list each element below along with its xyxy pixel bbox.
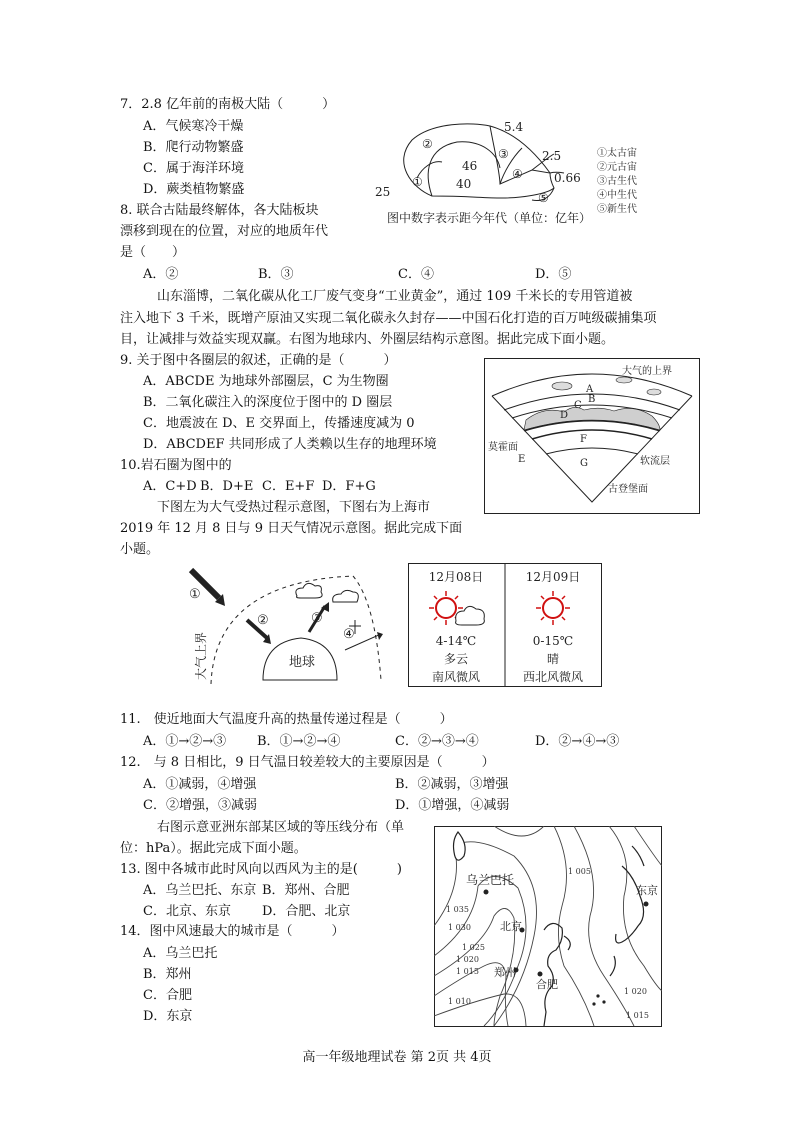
q13-option-b: B．郑州、合肥 [262, 883, 350, 898]
q14-stem: 14．图中风速最大的城市是（ ） [120, 924, 345, 939]
q14-option-a: A．乌兰巴托 [143, 946, 218, 961]
day2-date: 12月09日 [525, 570, 581, 584]
legend-3: ③古生代 [597, 176, 637, 187]
q7-option-d: D．蕨类植物繁盛 [143, 182, 245, 197]
page-footer: 高一年级地理试卷 第 2页 共 4页 [302, 1050, 492, 1065]
q14-option-c: C．合肥 [143, 988, 192, 1003]
q7-stem: 7．2.8 亿年前的南极大陆（ ） [120, 97, 336, 112]
age-2-5: 2.5 [542, 149, 562, 163]
circle-5: ⑤ [538, 191, 549, 205]
gutenberg-label: 古登堡面 [608, 484, 648, 495]
day2-wind: 西北风微风 [522, 670, 584, 684]
q9-option-d: D．ABCDEF 共同形成了人类赖以生存的地理环境 [143, 437, 437, 452]
day2-temp: 0-15℃ [532, 634, 574, 648]
q8-option-c: C．④ [398, 267, 434, 282]
q12-option-b: B．②减弱，③增强 [395, 777, 509, 792]
q13-option-d: D．合肥、北京 [262, 904, 351, 919]
layer-a: A [586, 384, 594, 395]
process-1: ① [189, 587, 201, 602]
q13-stem: 13. 图中各城市此时风向以西风为主的是( ) [120, 862, 402, 877]
q13-option-a: A．乌兰巴托、东京 [143, 883, 257, 898]
q8-option-b: B．③ [258, 267, 294, 282]
age-46: 46 [462, 159, 478, 173]
passage1-line3: 目，让减排与效益实现双赢。右图为地球内、外圈层结构示意图。据此完成下面小题。 [120, 332, 615, 347]
passage2-line2: 2019 年 12 月 8 日与 9 日天气情况示意图。据此完成下面 [120, 521, 463, 536]
age-25: 25 [375, 185, 391, 199]
q14-option-b: B．郑州 [143, 967, 192, 982]
q9-option-c: C．地震波在 D、E 交界面上，传播速度减为 0 [143, 416, 415, 431]
shanghai-weather-figure [408, 563, 602, 687]
q8-stem-3: 是（ ） [120, 245, 186, 260]
layer-g: G [580, 458, 588, 469]
day2-condition: 晴 [546, 652, 560, 666]
atmosphere-boundary-label: 大气上界 [194, 631, 208, 680]
legend-1: ①太古宙 [597, 148, 637, 159]
layer-c: C [574, 400, 582, 411]
layer-d: D [560, 410, 569, 421]
q9-option-b: B．二氧化碳注入的深度位于图中的 D 圈层 [143, 395, 393, 410]
q11-option-c: C．②→③→④ [395, 734, 479, 749]
process-2: ② [257, 613, 269, 628]
circle-2: ② [422, 137, 433, 151]
process-3: ③ [311, 611, 323, 626]
isobar-1020-east: 1 020 [624, 987, 647, 996]
q12-option-a: A．①减弱，④增强 [143, 777, 257, 792]
isobar-1010: 1 010 [448, 997, 471, 1006]
legend-2: ②元古宙 [597, 162, 637, 173]
city-beijing: 北京 [500, 920, 522, 933]
q10-stem: 10.岩石圈为图中的 [120, 458, 232, 473]
passage3-line2: 位：hPa）。据此完成下面小题。 [120, 841, 307, 856]
q9-option-a: A．ABCDE 为地球外部圈层，C 为生物圈 [143, 374, 389, 389]
q8-stem-1: 8. 联合古陆最终解体，各大陆板块 [120, 203, 319, 218]
circle-1: ① [412, 175, 423, 189]
age-0-66: 0.66 [554, 171, 581, 185]
q7-option-a: A．气候寒冷干燥 [143, 119, 244, 134]
day1-temp: 4-14℃ [435, 634, 477, 648]
moho-label: 莫霍面 [488, 442, 518, 453]
q11-option-a: A．①→②→③ [143, 734, 227, 749]
q8-stem-2: 漂移到现在的位置，对应的地质年代 [120, 224, 329, 239]
day1-date: 12月08日 [428, 570, 484, 584]
q11-option-b: B．①→②→④ [257, 734, 341, 749]
layer-f: F [580, 434, 587, 445]
city-tokyo: 东京 [636, 884, 658, 897]
q14-option-d: D．东京 [143, 1009, 193, 1024]
passage1-line2: 注入地下 3 千米，既增产原油又实现二氧化碳永久封存——中国石化打造的百万吨级碳捕集项 [120, 311, 657, 326]
age-40: 40 [456, 177, 472, 191]
isobar-1005: 1 005 [568, 867, 591, 876]
isobar-1020: 1 020 [456, 955, 479, 964]
figure-caption: 图中数字表示距今年代（单位：亿年） [387, 211, 592, 225]
q10-option-a: A．C+D [143, 479, 197, 494]
legend-4: ④中生代 [597, 190, 637, 201]
ulaanbaatar-dot [484, 890, 489, 895]
q8-option-a: A．② [143, 267, 179, 282]
isobar-1035: 1 035 [446, 905, 469, 914]
passage2-line3: 小题。 [120, 542, 160, 557]
q11-option-d: D．②→④→③ [535, 734, 620, 749]
q10-option-b: B．D+E [200, 479, 254, 494]
isobar-1015: 1 015 [456, 967, 479, 976]
q8-option-d: D．⑤ [535, 267, 572, 282]
q13-option-c: C．北京、东京 [143, 904, 231, 919]
q10-option-c: C．E+F [262, 479, 315, 494]
q7-option-b: B．爬行动物繁盛 [143, 140, 244, 155]
q12-option-d: D．①增强，④减弱 [395, 798, 510, 813]
isobar-map-figure [434, 826, 662, 1027]
geologic-time-spiral-figure [372, 118, 682, 230]
circle-4: ④ [512, 167, 523, 181]
tokyo-dot [644, 902, 649, 907]
day1-wind: 南风微风 [431, 670, 481, 684]
passage1-line1: 山东淄博，二氧化碳从化工厂废气变身“工业黄金”，通过 109 千米长的专用管道被 [157, 289, 633, 304]
passage2-line1: 下图左为大气受热过程示意图，下图右为上海市 [157, 500, 431, 515]
q7-option-c: C．属于海洋环境 [143, 161, 244, 176]
passage3-line1: 右图示意亚洲东部某区域的等压线分布（单 [157, 820, 405, 835]
city-zhengzhou: 郑州 [494, 966, 516, 979]
q10-option-d: D．F+G [322, 479, 376, 494]
q12-option-c: C．②增强，③减弱 [143, 798, 257, 813]
atmosphere-heating-figure [185, 562, 385, 690]
isobar-1030: 1 030 [448, 923, 471, 932]
hefei-dot [538, 972, 543, 977]
q11-stem: 11. 使近地面大气温度升高的热量传递过程是（ ） [120, 712, 453, 727]
process-4: ④ [343, 627, 355, 642]
isobar-1015-east: 1 015 [626, 1011, 649, 1020]
day1-condition: 多云 [443, 652, 469, 666]
isobar-1025: 1 025 [462, 943, 485, 952]
q9-stem: 9. 关于图中各圈层的叙述，正确的是（ ） [120, 353, 397, 368]
earth-spheres-figure [484, 358, 700, 514]
q12-stem: 12. 与 8 日相比，9 日气温日较差较大的主要原因是（ ） [120, 755, 495, 770]
city-hefei: 合肥 [536, 978, 558, 991]
legend-5: ⑤新生代 [597, 204, 637, 215]
city-ulaanbaatar: 乌兰巴托 [466, 873, 515, 887]
atmosphere-top-label: 大气的上界 [622, 366, 672, 377]
layer-b: B [588, 394, 596, 405]
circle-3: ③ [498, 147, 509, 161]
age-5-4: 5.4 [504, 120, 524, 134]
layer-e: E [518, 454, 526, 465]
asthenosphere-label: 软流层 [640, 456, 670, 467]
earth-label: 地球 [289, 655, 316, 670]
